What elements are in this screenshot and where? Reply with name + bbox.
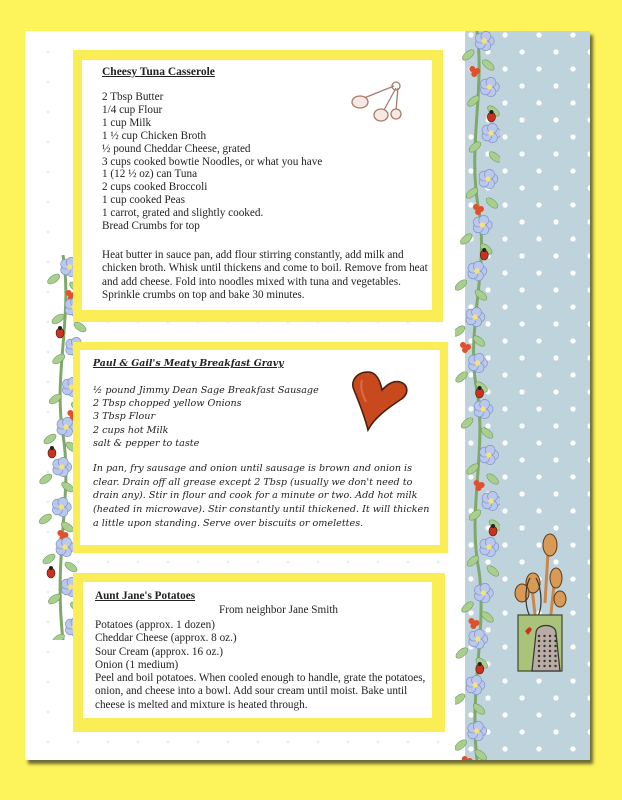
recipe-title: Cheesy Tuna Casserole	[102, 66, 215, 78]
ingredient: 3 Tbsp Flour	[93, 411, 156, 423]
recipe-card-breakfast-gravy	[73, 342, 448, 553]
leaf-icon	[455, 278, 469, 292]
ingredient-list	[102, 91, 322, 233]
ingredient: Onion (1 medium)	[95, 659, 179, 672]
flower-icon	[52, 497, 71, 516]
ingredient: Sour Cream (approx. 16 oz.)	[95, 645, 224, 658]
berries-icon	[473, 204, 484, 215]
ingredient: 3 cups cooked bowtie Noodles, or what you have	[102, 155, 323, 168]
cheese-grater-icon	[532, 626, 560, 672]
ingredient: 1 carrot, grated and slightly cooked.	[102, 207, 264, 220]
leaf-icon	[460, 416, 475, 430]
berries-icon	[462, 756, 473, 760]
leaf-icon	[38, 512, 53, 526]
leaf-icon	[485, 564, 500, 578]
recipe-title: Aunt Jane's Potatoes	[95, 590, 196, 602]
flower-icon	[468, 261, 487, 280]
flower-icon	[482, 491, 500, 510]
recipe-card-body	[82, 60, 432, 310]
leaf-icon	[461, 48, 476, 62]
leaf-icon	[38, 472, 53, 486]
ingredient: Cheddar Cheese (approx. 8 oz.)	[95, 632, 237, 645]
ladybug-icon	[56, 326, 64, 338]
leaf-icon	[63, 560, 78, 574]
ladybug-icon	[47, 566, 55, 578]
leaf-icon	[42, 432, 57, 446]
flower-icon	[482, 123, 500, 142]
ingredient: 2 cups cooked Broccoli	[102, 181, 208, 194]
measuring-spoons-icon	[350, 80, 410, 125]
flower-icon	[480, 77, 499, 96]
flower-icon	[474, 399, 493, 418]
ingredient: 1 cup Milk	[102, 116, 152, 129]
flower-icon	[466, 307, 485, 326]
ingredient-list	[93, 384, 319, 450]
leaf-icon	[480, 426, 495, 440]
recipe-title: Paul & Gail's Meaty Breakfast Gravy	[93, 358, 284, 369]
recipe-directions: Heat butter in sauce pan, add flour stirring constantly, add milk and chicken broth. Whisk until thickens and come to boil. Remove from heat and add cheese. Fold into noodles mixed with tuna and vegetables. Sprinkle crumbs on top and bake 30 minutes.	[102, 249, 428, 301]
leaf-icon	[46, 272, 61, 286]
leaf-icon	[455, 324, 467, 338]
recipe-card-body	[80, 350, 440, 545]
leaf-icon	[487, 150, 500, 164]
flower-icon	[480, 537, 499, 556]
ingredient-list	[95, 619, 237, 673]
leaf-icon	[473, 288, 488, 302]
ingredient: salt & pepper to taste	[93, 437, 200, 449]
berries-icon	[460, 342, 471, 353]
recipe-card-aunt-janes-potatoes	[73, 573, 445, 732]
leaf-icon	[455, 738, 468, 752]
ingredient: ½ pound Cheddar Cheese, grated	[102, 142, 251, 155]
flower-icon	[475, 583, 494, 602]
berries-icon	[468, 618, 479, 629]
flower-icon	[469, 629, 488, 648]
leaf-icon	[455, 370, 469, 384]
ingredient: 2 Tbsp Butter	[102, 91, 164, 103]
flower-vine-icon	[455, 31, 500, 760]
leaf-icon	[51, 352, 66, 366]
ladybug-icon	[48, 446, 56, 458]
flower-icon	[468, 721, 487, 740]
flower-icon	[475, 31, 494, 50]
flower-icon	[479, 169, 498, 188]
recipe-attribution: From neighbor Jane Smith	[219, 604, 339, 616]
flower-icon	[53, 457, 72, 476]
leaf-icon	[455, 646, 469, 660]
ingredient: ½ pound Jimmy Dean Sage Breakfast Sausage	[93, 385, 319, 396]
leaf-icon	[460, 600, 475, 614]
ingredient: 1 ½ cup Chicken Broth	[102, 129, 207, 142]
recipe-directions: Peel and boil potatoes. When cooled enough to handle, grate the potatoes, onion, and cheese into a bowl. Add sour cream until moist. Bake until cheese is melted and mixture is heated through.	[95, 672, 426, 711]
leaf-icon	[455, 692, 467, 706]
flower-icon	[473, 215, 492, 234]
flower-icon	[480, 445, 499, 464]
ingredient: Bread Crumbs for top	[102, 220, 200, 233]
leaf-icon	[72, 320, 87, 334]
recipe-card-cheesy-tuna	[73, 50, 443, 322]
ingredient: 2 cups hot Milk	[93, 424, 169, 436]
leaf-icon	[485, 472, 500, 486]
ingredient: 1/4 cup Flour	[102, 103, 163, 116]
flower-icon	[469, 353, 488, 372]
leaf-icon	[481, 58, 496, 72]
leaf-icon	[41, 552, 56, 566]
ingredient: 1 (12 ½ oz) can Tuna	[102, 168, 198, 181]
leaf-icon	[484, 196, 499, 210]
ingredient: Potatoes (approx. 1 dozen)	[95, 619, 215, 631]
utensil-crock-icon	[510, 533, 575, 673]
recipe-card-body	[83, 582, 432, 718]
heart-icon	[348, 370, 410, 434]
recipe-directions: In pan, fry sausage and onion until sausage is brown and onion is clear. Drain off all grease except 2 Tbsp (usually we don't need to drain any). Stir in flour and cook for a minute or two. Add hot milk (heated in microwave). Stir constantly until thickened. It will thicken a little upon standing. Serve over biscuits or omelettes.	[93, 463, 430, 529]
leaf-icon	[459, 232, 474, 246]
flower-icon	[466, 675, 485, 694]
leaf-icon	[51, 632, 66, 640]
ingredient: 1 cup cooked Peas	[102, 194, 185, 207]
ingredient: 2 Tbsp chopped yellow Onions	[93, 398, 242, 410]
